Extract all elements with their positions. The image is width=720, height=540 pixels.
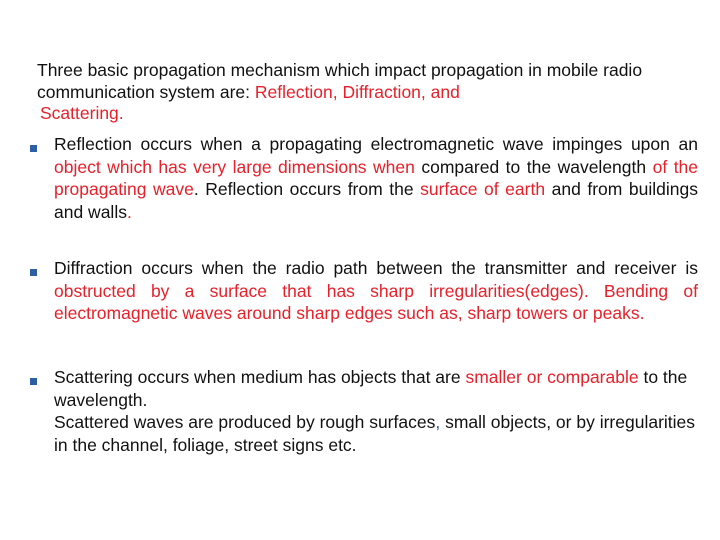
text-segment: to the wavelength.	[54, 367, 688, 410]
text-segment: . Reflection occurs from the	[193, 179, 421, 199]
bullet-marker-icon	[30, 145, 37, 152]
text-segment: irregularities(edges). Bending of electromagnetic waves around sharp edges	[54, 280, 698, 323]
text-segment: .	[126, 201, 132, 222]
bullet-text	[54, 257, 698, 325]
text-segment: propagating wave	[54, 179, 194, 199]
intro-separator: ,	[332, 81, 338, 102]
text-segment: buildings and walls	[54, 179, 698, 222]
text-segment: object which has very large dimensions when	[54, 156, 415, 177]
text-segment: ,	[435, 412, 441, 432]
intro-paragraph	[37, 60, 702, 125]
text-segment: Scattering occurs when medium has objects that are	[54, 367, 466, 387]
text-segment: and from	[545, 179, 629, 199]
bullet-marker-icon	[30, 269, 37, 276]
text-segment: Diffraction occurs when the radio path between the transmitter and receiver is	[54, 258, 698, 278]
text-segment: obstructed by a surface	[54, 280, 268, 301]
text-segment: of	[646, 156, 674, 177]
text-segment: small objects, or by irregularities in the channel, foliage, street signs etc.	[54, 412, 696, 455]
intro-highlight-scattering: Scattering.	[40, 103, 124, 123]
text-segment: the	[673, 156, 699, 177]
bullet-text	[54, 366, 698, 456]
text-segment: such as, sharp towers or peaks.	[392, 303, 645, 323]
text-segment: the wavelength	[526, 156, 647, 177]
bullet-marker-icon	[30, 378, 37, 385]
text-segment: Reflection occurs when a propagating electromagnetic wave impinges upon an	[54, 134, 698, 154]
text-segment: surface of earth	[420, 179, 546, 199]
text-segment: compared to	[414, 156, 527, 177]
intro-text: Three basic propagation mechanism which impact propagation in mobile radio communication system are:	[37, 60, 643, 102]
intro-highlight-reflection: Reflection	[254, 81, 333, 102]
bullet-text	[54, 133, 698, 223]
text-segment: smaller or comparable	[465, 367, 639, 387]
intro-highlight-diffraction: Diffraction, and	[342, 81, 460, 102]
text-segment: that has sharp	[267, 280, 430, 301]
text-segment: Scattered waves are produced by rough surfaces	[54, 412, 436, 432]
